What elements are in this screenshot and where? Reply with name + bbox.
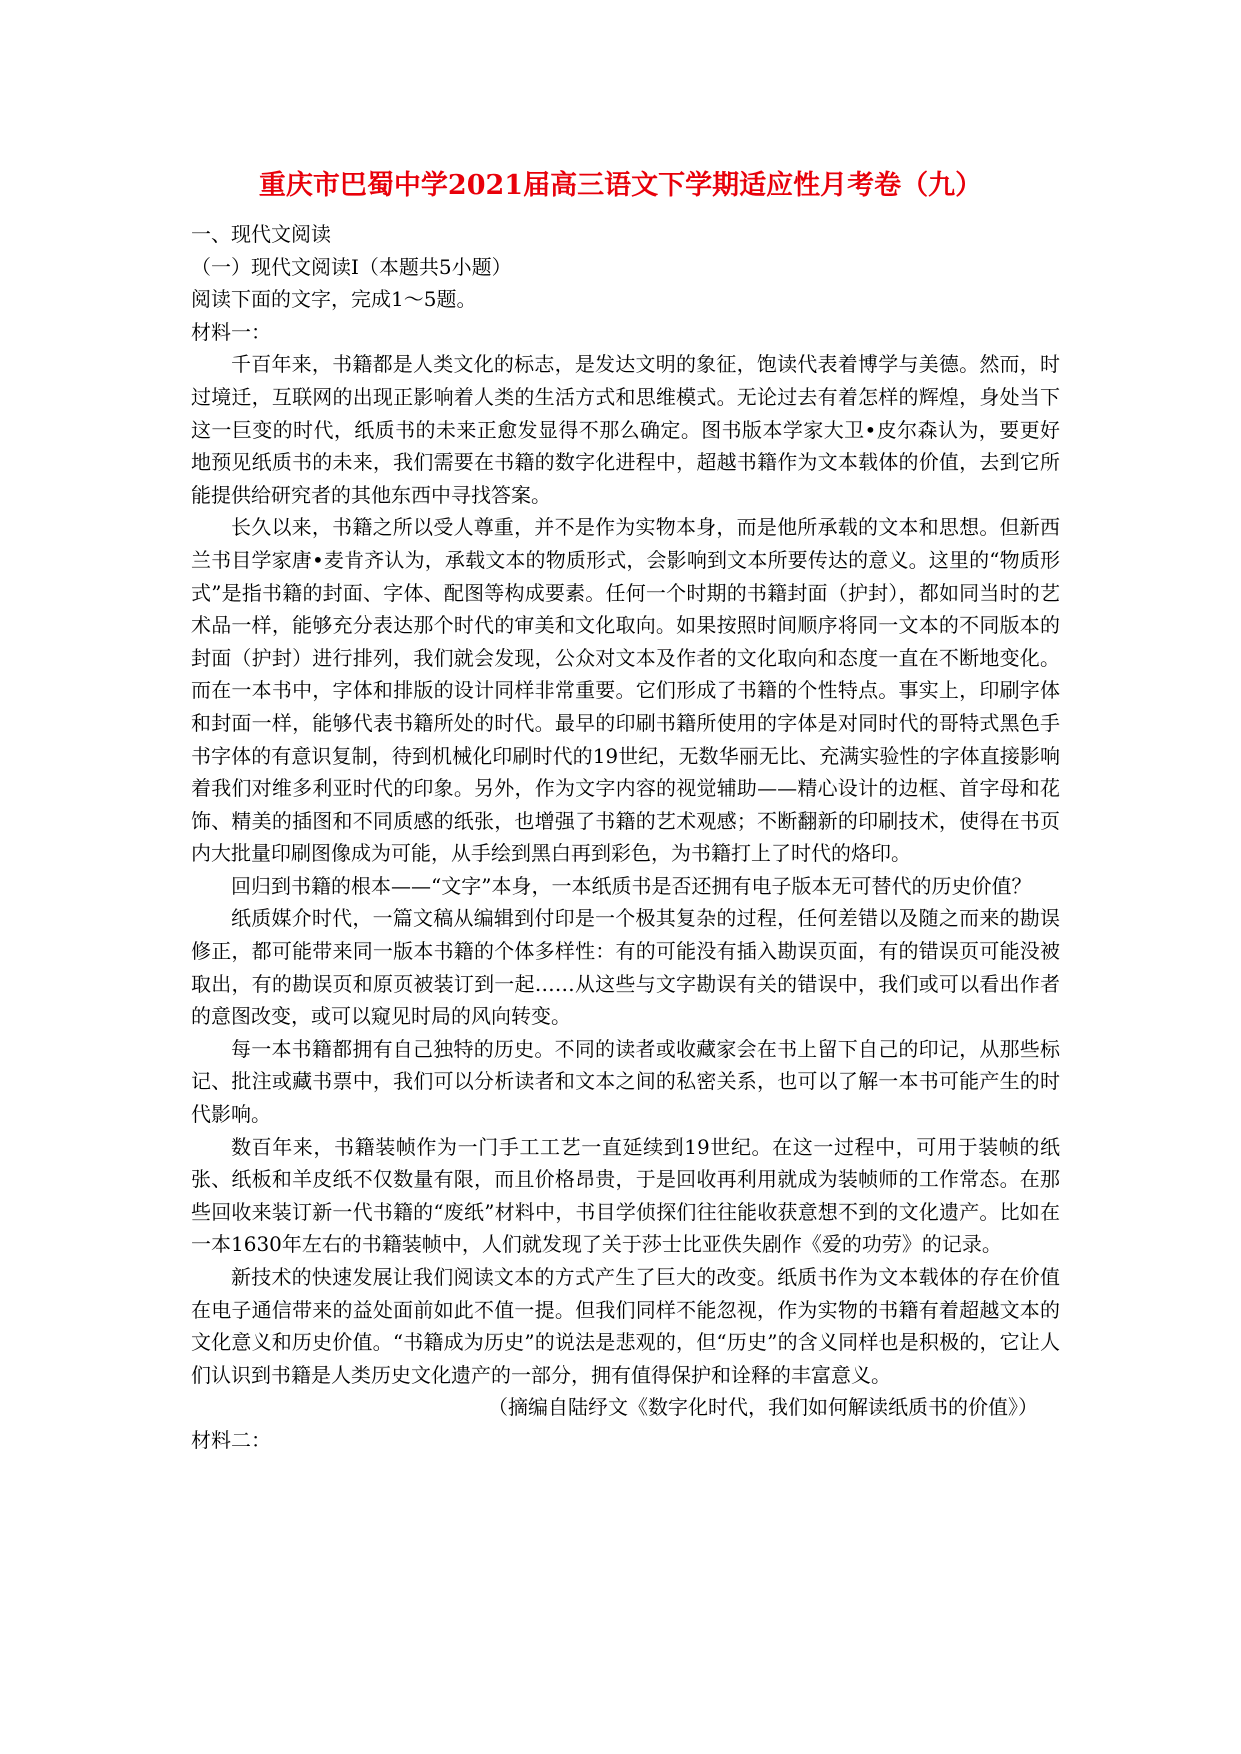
material-two-label: 材料二：	[191, 1427, 271, 1452]
material-one-label: 材料一：	[191, 319, 271, 344]
document-body	[191, 218, 1060, 1457]
page-title: 重庆市巴蜀中学2021届高三语文下学期适应性月考卷（九）	[258, 170, 983, 201]
paragraph: 千百年来，书籍都是人类文化的标志，是发达文明的象征，饱读代表着博学与美德。然而，时过境迁，互联网的出现正影响着人类的生活方式和思维模式。无论过去有着怎样的辉煌，身处当下这一巨变的时代，纸质书的未来正愈发显得不那么确定。图书版本学家大卫•皮尔森认为，要更好地预见纸质书的未来，我们需要在书籍的数字化进程中，超越书籍作为文本载体的价值，去到它所能提供给研究者的其他东西中寻找答案。	[191, 352, 1060, 507]
paragraph: 每一本书籍都拥有自己独特的历史。不同的读者或收藏家会在书上留下自己的印记，从那些标记、批注或藏书票中，我们可以分析读者和文本之间的私密关系，也可以了解一本书可能产生的时代影响。	[191, 1036, 1060, 1127]
paragraph: 长久以来，书籍之所以受人尊重，并不是作为实物本身，而是他所承载的文本和思想。但新西兰书目学家唐•麦肯齐认为，承载文本的物质形式，会影响到文本所要传达的意义。这里的“物质形式”是指书籍的封面、字体、配图等构成要素。任何一个时期的书籍封面（护封），都如同当时的艺术品一样，能够充分表达那个时代的审美和文化取向。如果按照时间顺序将同一文本的不同版本的封面（护封）进行排列，我们就会发现，公众对文本及作者的文化取向和态度一直在不断地变化。而在一本书中，字体和排版的设计同样非常重要。它们形成了书籍的个性特点。事实上，印刷字体和封面一样，能够代表书籍所处的时代。最早的印刷书籍所使用的字体是对同时代的哥特式黑色手书字体的有意识复制，待到机械化印刷时代的19世纪，无数华丽无比、充满实验性的字体直接影响着我们对维多利亚时代的印象。另外，作为文字内容的视觉辅助——精心设计的边框、首字母和花饰、精美的插图和不同质感的纸张，也增强了书籍的艺术观感；不断翻新的印刷技术，使得在书页内大批量印刷图像成为可能，从手绘到黑白再到彩色，为书籍打上了时代的烙印。	[191, 515, 1060, 866]
source-citation: （摘编自陆纾文《数字化时代，我们如何解读纸质书的价值》）	[488, 1395, 1038, 1420]
section-heading: 一、现代文阅读	[191, 222, 331, 246]
subsection-heading: （一）现代文阅读Ⅰ（本题共5小题）	[191, 254, 512, 279]
paragraph: 数百年来，书籍装帧作为一门手工工艺一直延续到19世纪。在这一过程中，可用于装帧的纸张、纸板和羊皮纸不仅数量有限，而且价格昂贵，于是回收再利用就成为装帧师的工作常态。在那些回收来装订新一代书籍的“废纸”材料中，书目学侦探们往往能收获意想不到的文化遗产。比如在一本1630年左右的书籍装帧中，人们就发现了关于莎士比亚佚失剧作《爱的功劳》的记录。	[191, 1134, 1060, 1257]
reading-instruction: 阅读下面的文字，完成1～5题。	[191, 287, 477, 312]
paragraph: 回归到书籍的根本——“文字”本身，一本纸质书是否还拥有电子版本无可替代的历史价值？	[231, 873, 1032, 898]
paragraph: 新技术的快速发展让我们阅读文本的方式产生了巨大的改变。纸质书作为文本载体的存在价值在电子通信带来的益处面前如此不值一提。但我们同样不能忽视，作为实物的书籍有着超越文本的文化意义和历史价值。“书籍成为历史”的说法是悲观的，但“历史”的含义同样也是积极的，它让人们认识到书籍是人类历史文化遗产的一部分，拥有值得保护和诠释的丰富意义。	[191, 1265, 1060, 1387]
paragraph: 纸质媒介时代，一篇文稿从编辑到付印是一个极其复杂的过程，任何差错以及随之而来的勘误修正，都可能带来同一版本书籍的个体多样性：有的可能没有插入勘误页面，有的错误页可能没被取出，有的勘误页和原页被装订到一起……从这些与文字勘误有关的错误中，我们或可以看出作者的意图改变，或可以窥见时局的风向转变。	[191, 906, 1060, 1029]
